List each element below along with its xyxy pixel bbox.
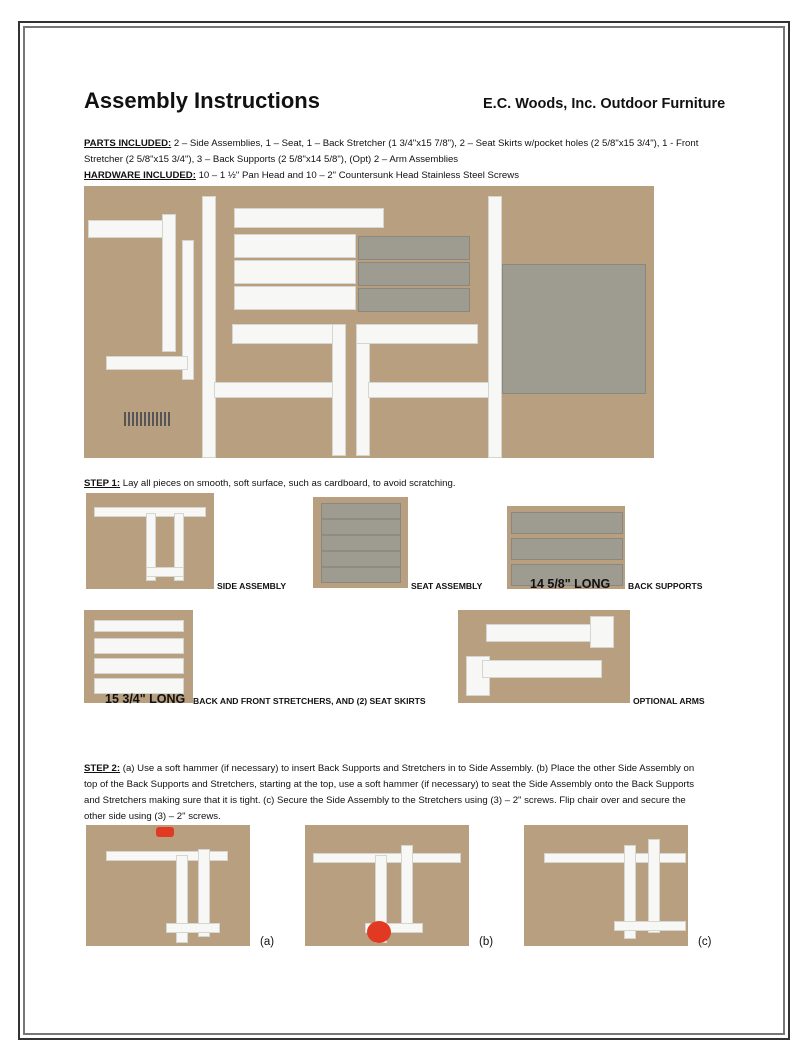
parts-included <box>84 136 734 184</box>
hardware-label: HARDWARE INCLUDED: <box>84 170 196 181</box>
caption-seat-assembly: SEAT ASSEMBLY <box>411 581 483 591</box>
seat-assembly-photo <box>313 497 408 588</box>
step1-text <box>84 476 734 492</box>
stretchers-photo <box>84 610 193 703</box>
optional-arms-photo <box>458 610 630 703</box>
parts-label: PARTS INCLUDED: <box>84 138 172 149</box>
step2c-photo <box>524 825 688 946</box>
parts-photo <box>84 186 654 458</box>
company-name: E.C. Woods, Inc. Outdoor Furniture <box>483 96 726 112</box>
caption-optional-arms: OPTIONAL ARMS <box>633 696 705 706</box>
back-supports-length: 14 5/8" LONG <box>530 577 611 591</box>
step2-line1: (a) Use a soft hammer (if necessary) to insert Back Supports and Stretchers in to Side Assembly. (b) Place the other Side Assembly on <box>120 763 695 774</box>
parts-line2: Stretcher (2 5/8"x15 3/4"), 3 – Back Supports (2 5/8"x14 5/8"), (Opt) 2 – Arm Assemblies <box>84 154 459 165</box>
step2-sublabel-a: (a) <box>260 936 275 948</box>
side-assembly-photo <box>86 493 214 589</box>
step2-text <box>84 761 734 825</box>
caption-side-assembly: SIDE ASSEMBLY <box>217 581 287 591</box>
step1-label: STEP 1: <box>84 478 121 489</box>
page-title: Assembly Instructions <box>84 88 320 113</box>
step1-instruction: Lay all pieces on smooth, soft surface, such as cardboard, to avoid scratching. <box>120 478 456 489</box>
parts-line1: 2 – Side Assemblies, 1 – Seat, 1 – Back Stretcher (1 3/4"x15 7/8"), 2 – Seat Skirts w/pocket holes (2 5/8"x15 3/4"), 1 - Front <box>171 138 699 149</box>
step2-line3: and Stretchers making sure that it is tight. (c) Secure the Side Assembly to the Stretchers using (3) – 2" screws. Flip chair over and secure the <box>84 795 686 806</box>
step2-sublabel-b: (b) <box>479 936 494 948</box>
step2-label: STEP 2: <box>84 763 121 774</box>
step2a-photo <box>86 825 250 946</box>
step2-line2: top of the Back Supports and Stretchers, starting at the top, use a soft hammer (if necessary) to seat the Side Assembly onto the Back Supports <box>84 779 695 790</box>
caption-stretchers: BACK AND FRONT STRETCHERS, AND (2) SEAT SKIRTS <box>193 696 426 706</box>
stretchers-length: 15 3/4" LONG <box>105 692 186 706</box>
step2b-photo <box>305 825 469 946</box>
step2-line4: other side using (3) – 2" screws. <box>84 811 221 822</box>
step2-sublabel-c: (c) <box>698 936 712 948</box>
hardware-text: 10 – 1 ½" Pan Head and 10 – 2" Countersunk Head Stainless Steel Screws <box>195 170 519 181</box>
caption-back-supports: BACK SUPPORTS <box>628 581 703 591</box>
